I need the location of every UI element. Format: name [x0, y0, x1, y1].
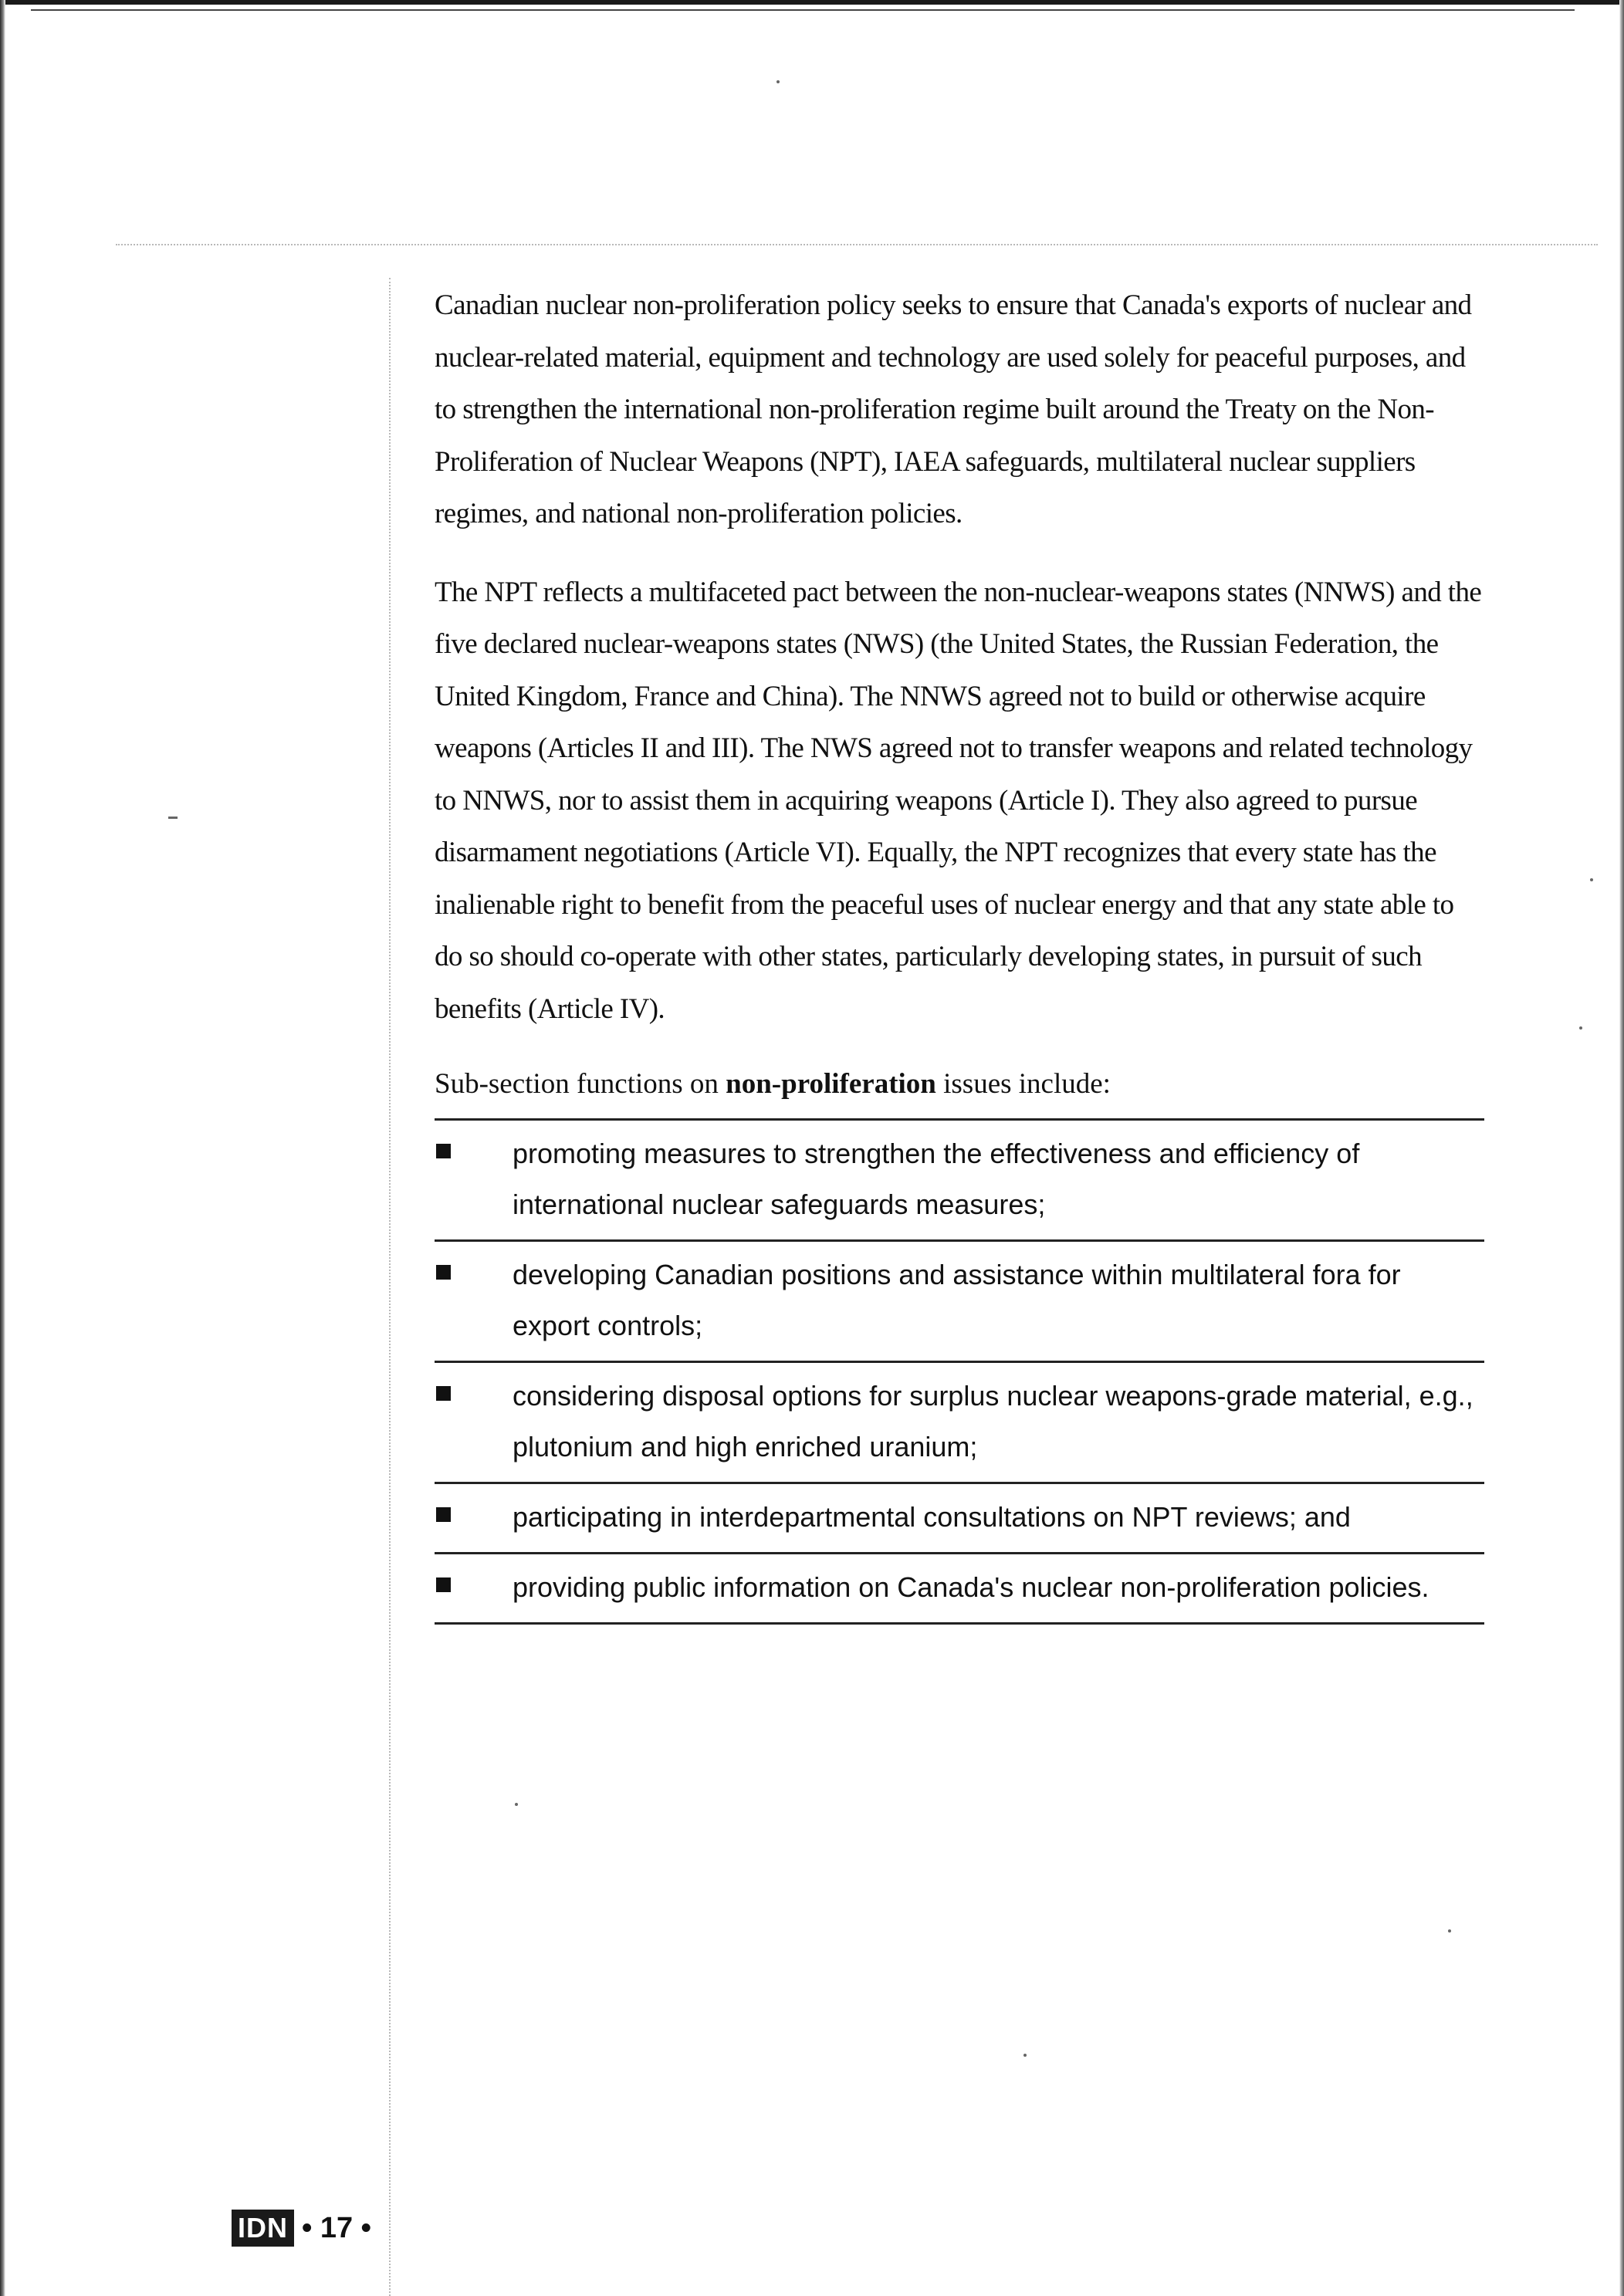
scan-speck [776, 80, 780, 83]
square-bullet-icon [436, 1577, 451, 1592]
intro-text-after: issues include: [935, 1068, 1111, 1100]
list-item [435, 1121, 1484, 1242]
scan-top-line [31, 9, 1575, 11]
list-item [435, 1363, 1484, 1484]
list-item-text: promoting measures to strengthen the effectiveness and efficiency of international nuclear safeguards measures; [513, 1138, 1360, 1220]
page-body [435, 279, 1484, 1625]
square-bullet-icon [436, 1265, 451, 1280]
scan-speck [168, 817, 178, 819]
scan-speck [1448, 1929, 1451, 1932]
list-item [435, 1242, 1484, 1363]
paragraph-policy: Canadian nuclear non-proliferation policy seeks to ensure that Canada's exports of nuclear and nuclear-related material, equipment and technology are used solely for peaceful purposes, and to strengthen the international non-proliferation regime built around the Treaty on the Non-Proliferation of Nuclear Weapons (NPT), IAEA safeguards, multilateral nuclear suppliers regimes, and national non-proliferation policies. [435, 289, 1472, 529]
scan-left-edge [0, 0, 5, 2296]
page-number: • 17 • [302, 2211, 371, 2244]
scan-speck [515, 1803, 518, 1806]
scan-speck [1579, 1026, 1582, 1030]
square-bullet-icon [436, 1144, 451, 1158]
list-item-text: providing public information on Canada's nuclear non-proliferation policies. [513, 1571, 1429, 1603]
idn-logo: IDN [232, 2210, 294, 2247]
list-item [435, 1554, 1484, 1625]
intro-bold-term: non-proliferation [726, 1068, 936, 1100]
margin-dotted-rule [389, 278, 391, 2296]
page-footer [232, 2209, 371, 2247]
scan-right-edge [1619, 0, 1624, 2296]
scan-speck [1023, 2054, 1027, 2057]
functions-intro [435, 1061, 1484, 1107]
list-item-text: considering disposal options for surplus nuclear weapons-grade material, e.g., plutonium and high enriched uranium; [513, 1380, 1473, 1462]
paragraph-npt: The NPT reflects a multifaceted pact between the non-nuclear-weapons states (NNWS) and the five declared nuclear-weapons states (NWS) (the United States, the Russian Federation, the United Kingdom, France and China). The NNWS agreed not to build or otherwise acquire weapons (Articles II and III). The NWS agreed not to transfer weapons and related technology to NNWS, nor to assist them in acquiring weapons (Article I). They also agreed to pursue disarmament negotiations (Article VI). Equally, the NPT recognizes that every state has the inalienable right to benefit from the peaceful uses of nuclear energy and that any state able to do so should co-operate with other states, particularly developing states, in pursuit of such benefits (Article IV). [435, 576, 1482, 1025]
square-bullet-icon [436, 1386, 451, 1401]
square-bullet-icon [436, 1507, 451, 1522]
list-item-text: developing Canadian positions and assistance within multilateral fora for export controls; [513, 1259, 1401, 1341]
list-item [435, 1484, 1484, 1554]
list-item-text: participating in interdepartmental consultations on NPT reviews; and [513, 1501, 1351, 1533]
intro-text-before: Sub-section functions on [435, 1068, 726, 1100]
functions-list [435, 1118, 1484, 1625]
scan-speck [1590, 878, 1593, 881]
header-dotted-rule [116, 244, 1598, 245]
